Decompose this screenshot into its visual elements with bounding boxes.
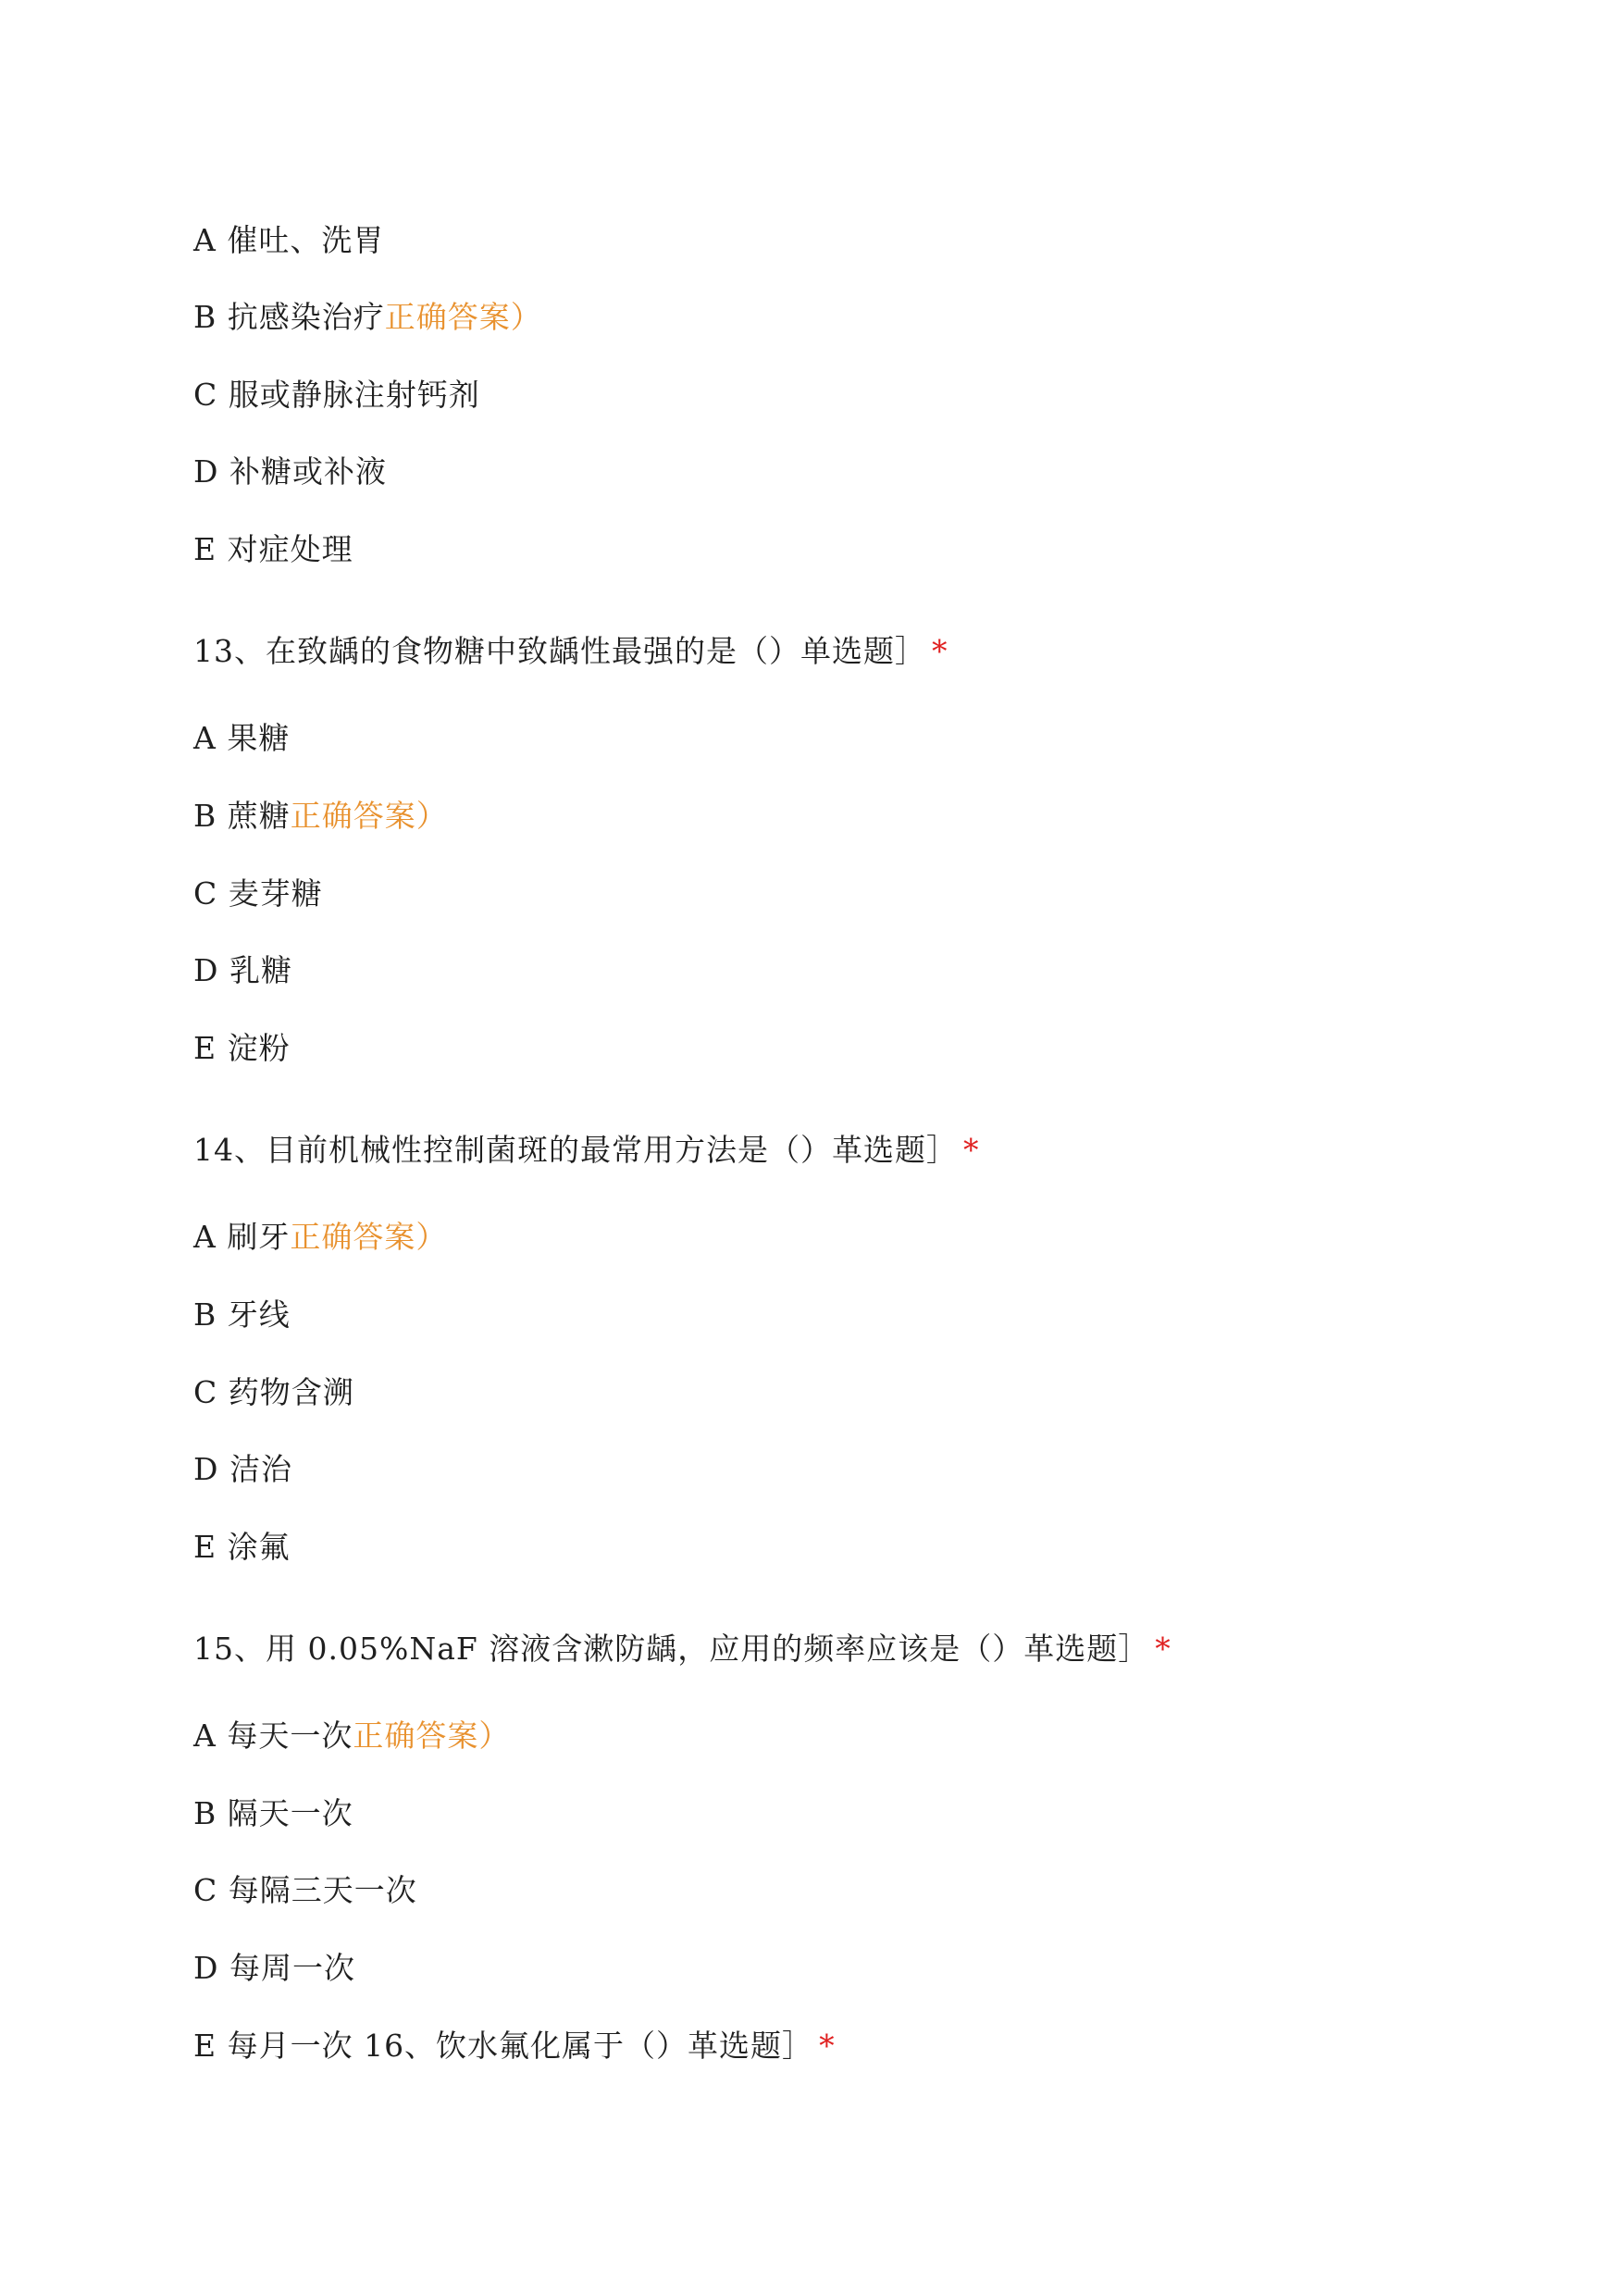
q15-option-c xyxy=(193,1870,417,1911)
q15-title xyxy=(193,1629,1172,1669)
q13-option-e xyxy=(193,1028,291,1069)
q15-option-d xyxy=(193,1948,355,1989)
q14-option-b xyxy=(193,1295,291,1335)
option-text: D 补糖或补液 xyxy=(193,453,387,490)
option-text: D 洁治 xyxy=(193,1451,292,1487)
q15-option-b xyxy=(193,1793,353,1834)
correct-answer-mark: 正确答案） xyxy=(290,1219,448,1255)
q12-option-e xyxy=(193,529,353,570)
question-text: 15、用 0.05%NaF 溶液含漱防龋，应用的频率应该是（）革选题］ xyxy=(193,1631,1150,1667)
required-mark: * xyxy=(1155,1631,1172,1667)
option-text: B 牙线 xyxy=(193,1296,291,1333)
option-text: E 对症处理 xyxy=(193,531,353,567)
option-text: B 蔗糖 xyxy=(193,798,291,834)
option-and-question-text: E 每月一次 16、饮水氟化属于（）革选题］ xyxy=(193,2028,814,2064)
option-text: A 果糖 xyxy=(193,720,291,756)
q14-option-a xyxy=(193,1217,447,1258)
q15-option-e-and-q16-title xyxy=(193,2026,836,2066)
option-text: B 隔天一次 xyxy=(193,1795,353,1831)
option-text: C 麦芽糖 xyxy=(193,875,323,912)
q13-option-d xyxy=(193,950,292,991)
q12-option-b xyxy=(193,297,542,338)
q14-option-e xyxy=(193,1527,291,1568)
required-mark: * xyxy=(932,633,948,669)
required-mark: * xyxy=(963,1132,980,1168)
q13-option-c xyxy=(193,874,323,914)
q13-option-b xyxy=(193,796,448,837)
q14-title xyxy=(193,1130,980,1171)
q12-option-a xyxy=(193,220,384,261)
required-mark: * xyxy=(819,2028,836,2064)
option-text: E 涂氟 xyxy=(193,1529,291,1565)
q14-option-c xyxy=(193,1372,354,1413)
option-text: C 每隔三天一次 xyxy=(193,1872,417,1908)
option-text: D 每周一次 xyxy=(193,1950,355,1986)
q12-option-c xyxy=(193,375,480,416)
option-text: E 淀粉 xyxy=(193,1030,291,1066)
option-text: A 催吐、洗胃 xyxy=(193,222,385,258)
option-text: A 每天一次 xyxy=(193,1718,353,1754)
option-text: D 乳糖 xyxy=(193,952,292,988)
question-text: 13、在致龋的食物糖中致龋性最强的是（）单选题］ xyxy=(193,633,926,669)
q15-option-a xyxy=(193,1716,510,1756)
q14-option-d xyxy=(193,1449,292,1490)
correct-answer-mark: 正确答案） xyxy=(353,1718,511,1754)
correct-answer-mark: 正确答案） xyxy=(384,299,542,335)
option-text: B 抗感染治疗 xyxy=(193,299,385,335)
option-text: A 刷牙 xyxy=(193,1219,291,1255)
correct-answer-mark: 正确答案） xyxy=(290,798,448,834)
option-text: C 服或静脉注射钙剂 xyxy=(193,377,480,413)
q13-option-a xyxy=(193,718,290,759)
q12-option-d xyxy=(193,452,387,492)
q13-title xyxy=(193,631,948,672)
option-text: C 药物含溯 xyxy=(193,1374,354,1410)
question-text: 14、目前机械性控制菌斑的最常用方法是（）革选题］ xyxy=(193,1132,958,1168)
